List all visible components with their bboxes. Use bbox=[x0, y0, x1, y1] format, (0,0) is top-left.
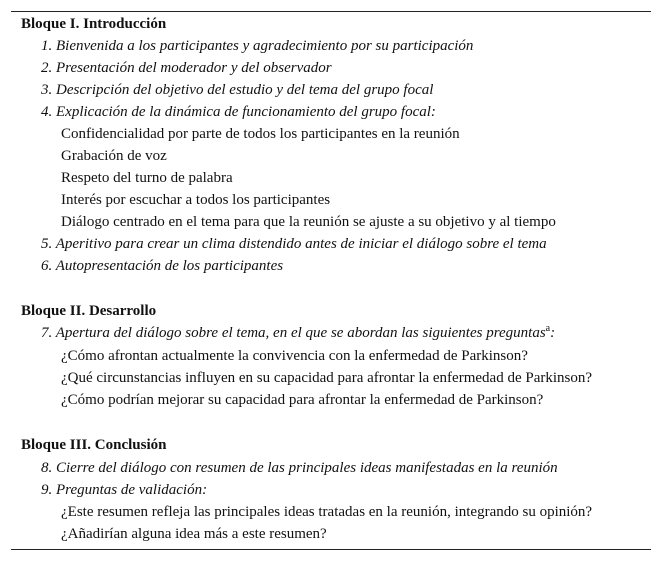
list-item: 6. Autopresentación de los participantes bbox=[41, 258, 284, 274]
sub-item: Interés por escuchar a todos los participantes bbox=[61, 192, 331, 208]
sub-item: Respeto del turno de palabra bbox=[61, 170, 233, 186]
sub-item: Confidencialidad por parte de todos los participantes en la reunión bbox=[61, 126, 460, 142]
section-heading-desarrollo: Bloque II. Desarrollo bbox=[21, 303, 157, 319]
list-item: 9. Preguntas de validación: bbox=[41, 482, 208, 498]
question-item: ¿Cómo podrían mejorar su capacidad para afrontar la enfermedad de Parkinson? bbox=[61, 392, 544, 408]
section-heading-introduccion: Bloque I. Introducción bbox=[21, 16, 167, 32]
list-item-text: 7. Apertura del diálogo sobre el tema, en el que se abordan las siguientes preguntas bbox=[41, 325, 546, 341]
sub-item: Grabación de voz bbox=[61, 148, 167, 164]
list-item-suffix: : bbox=[550, 325, 556, 341]
list-item: 3. Descripción del objetivo del estudio y del tema del grupo focal bbox=[41, 82, 434, 98]
list-item: 8. Cierre del diálogo con resumen de las principales ideas manifestadas en la reunión bbox=[41, 460, 558, 476]
list-item: 2. Presentación del moderador y del observador bbox=[41, 60, 332, 76]
section-heading-conclusion: Bloque III. Conclusión bbox=[21, 437, 167, 453]
question-item: ¿Qué circunstancias influyen en su capacidad para afrontar la enfermedad de Parkinson? bbox=[61, 370, 593, 386]
focus-group-script-table bbox=[11, 11, 651, 550]
list-item: 4. Explicación de la dinámica de funcionamiento del grupo focal: bbox=[41, 104, 436, 120]
footnote-marker: a bbox=[545, 323, 551, 334]
list-item bbox=[41, 322, 555, 344]
list-item: 1. Bienvenida a los participantes y agradecimiento por su participación bbox=[41, 38, 474, 54]
sub-item: Diálogo centrado en el tema para que la reunión se ajuste a su objetivo y al tiempo bbox=[61, 214, 556, 230]
question-item: ¿Este resumen refleja las principales ideas tratadas en la reunión, integrando su opinión? bbox=[61, 504, 593, 520]
question-item: ¿Añadirían alguna idea más a este resumen? bbox=[61, 526, 327, 542]
question-item: ¿Cómo afrontan actualmente la convivencia con la enfermedad de Parkinson? bbox=[61, 348, 528, 364]
list-item: 5. Aperitivo para crear un clima distendido antes de iniciar el diálogo sobre el tema bbox=[41, 236, 547, 252]
